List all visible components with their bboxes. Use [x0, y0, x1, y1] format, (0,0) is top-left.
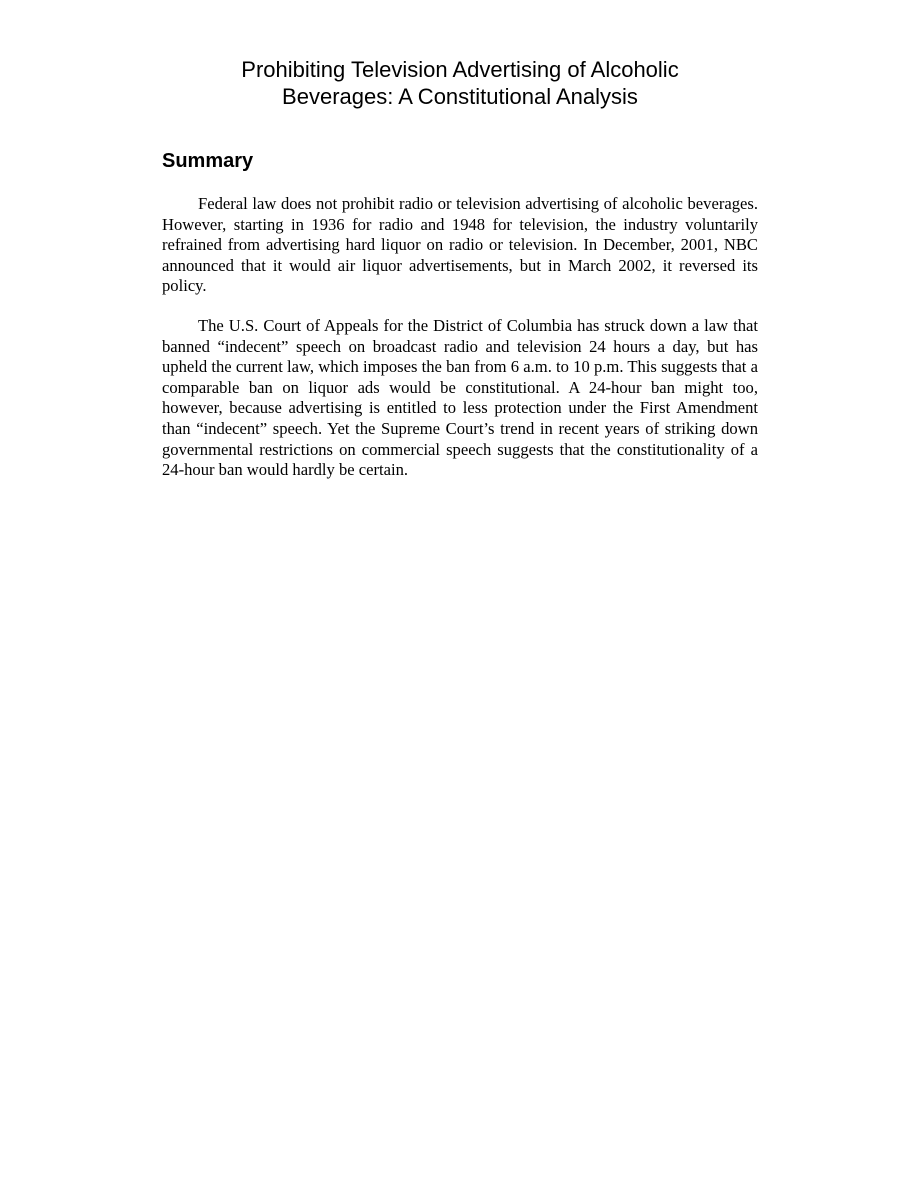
- summary-paragraph-2: The U.S. Court of Appeals for the District of Columbia has struck down a law that banned “indecent” speech on broadcast radio and television 24 hours a day, but has upheld the current law, which imposes the ban from 6 a.m. to 10 p.m. This suggests that a comparable ban on liquor ads would be constitutional. A 24-hour ban might too, however, because advertising is entitled to less protection under the First Amendment than “indecent” speech. Yet the Supreme Court’s trend in recent years of striking down governmental restrictions on commercial speech suggests that the constitutionality of a 24-hour ban would hardly be certain.: [162, 316, 758, 480]
- document-title: [162, 56, 758, 110]
- summary-paragraph-1: Federal law does not prohibit radio or television advertising of alcoholic beverages. However, starting in 1936 for radio and 1948 for television, the industry voluntarily refrained from advertising hard liquor on radio or television. In December, 2001, NBC announced that it would air liquor advertisements, but in March 2002, it reversed its policy.: [162, 194, 758, 296]
- document-title-line-1: Prohibiting Television Advertising of Alcoholic: [241, 57, 679, 82]
- section-heading-summary: Summary: [162, 150, 254, 172]
- document-title-line-2: Beverages: A Constitutional Analysis: [282, 84, 638, 109]
